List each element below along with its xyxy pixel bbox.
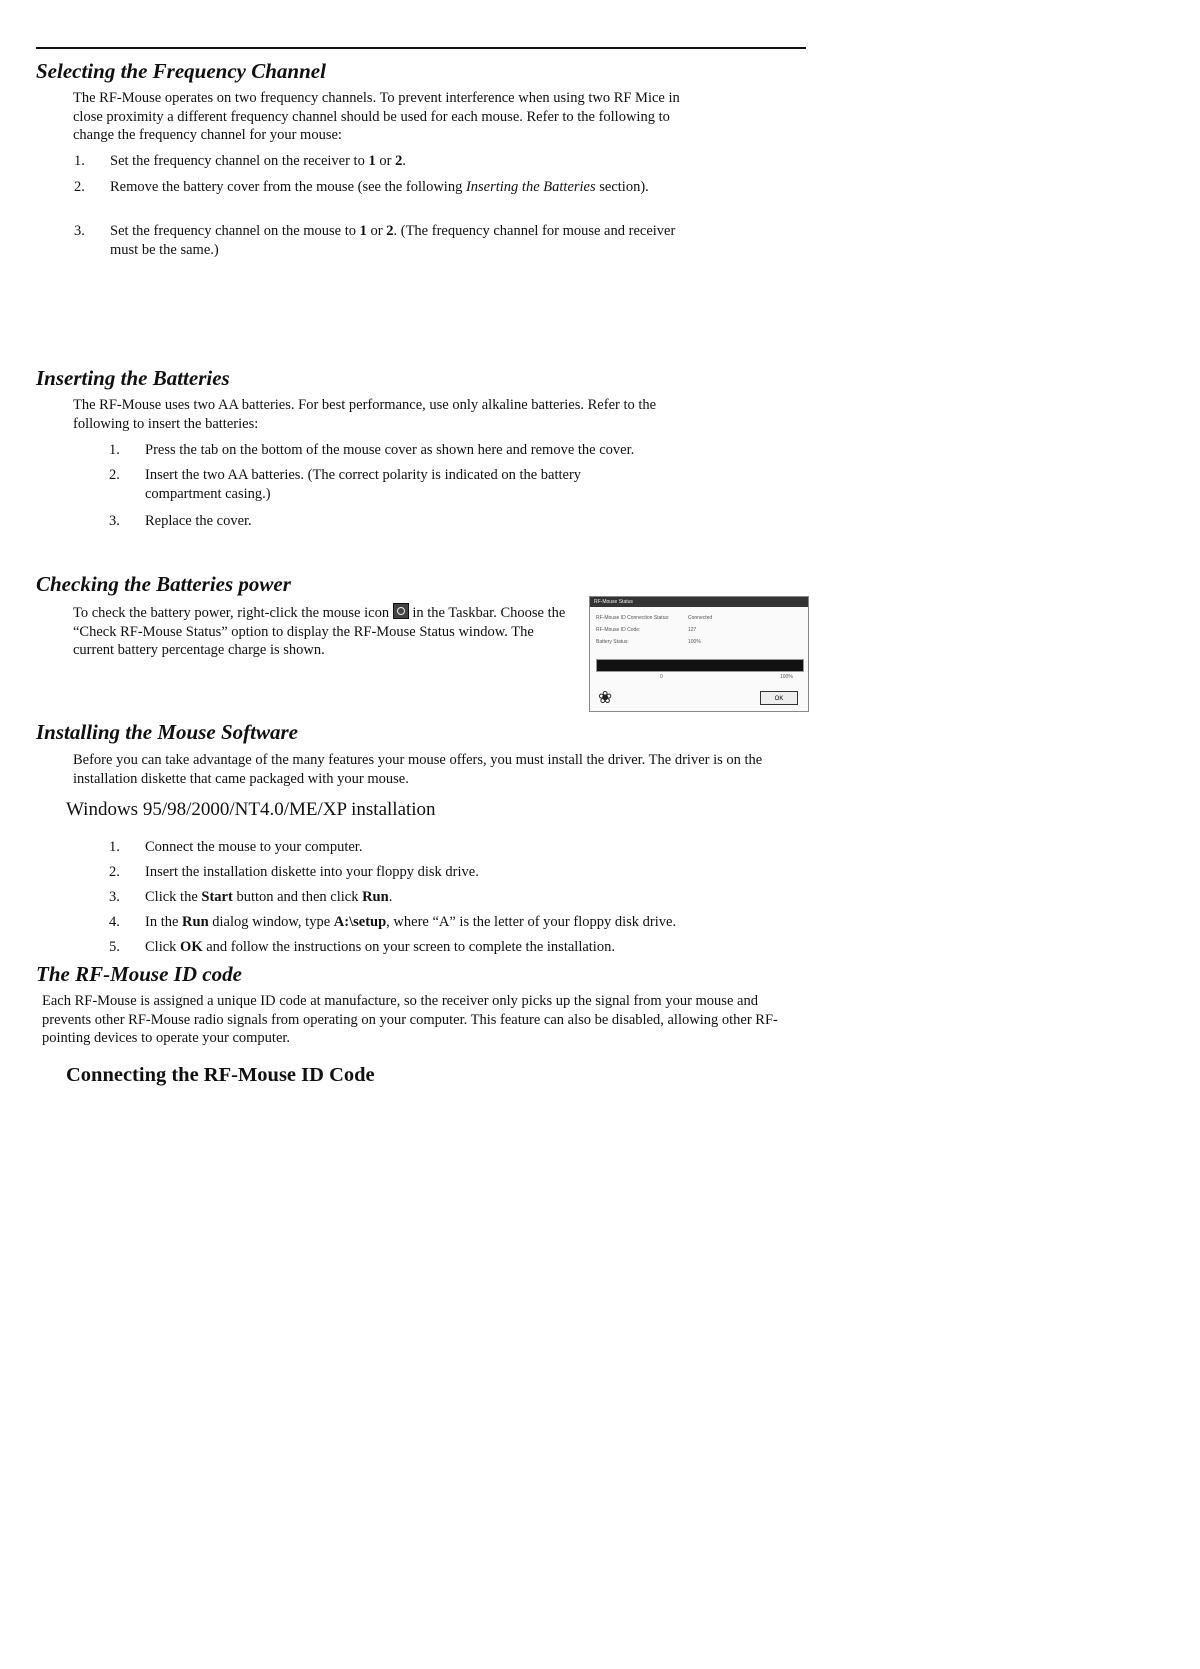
list-number: 1.: [109, 442, 120, 458]
list-text: Connect the mouse to your computer.: [145, 839, 363, 855]
list-number: 2.: [74, 179, 85, 195]
list-text: Remove the battery cover from the mouse (see the following Inserting the Batteries section).: [110, 179, 649, 195]
section-title-batteries: Inserting the Batteries: [36, 366, 230, 390]
batteries-intro: The RF-Mouse uses two AA batteries. For best performance, use only alkaline batteries. Refer to the following to insert the batteries:: [73, 397, 657, 432]
header-rule: [36, 47, 806, 49]
battery-progress-fill: [597, 660, 803, 671]
install-subheading: Windows 95/98/2000/NT4.0/ME/XP installation: [66, 799, 436, 820]
status-row: RF-Mouse ID Code: 127: [596, 627, 697, 633]
list-number: 1.: [74, 153, 85, 169]
battery-progress-bar: [596, 659, 804, 672]
list-number: 2.: [109, 864, 120, 880]
install-intro: Before you can take advantage of the many features your mouse offers, you must install the driver. The driver is on the installation diskette that came packaged with your mouse.: [73, 752, 763, 787]
scale-min-label: 0: [660, 674, 663, 680]
list-number: 3.: [74, 223, 85, 239]
list-text: In the Run dialog window, type A:\setup, where “A” is the letter of your floppy disk drive.: [145, 914, 677, 930]
list-text: Set the frequency channel on the receiver to 1 or 2.: [110, 153, 406, 169]
status-row: Battery Status: 100%: [596, 639, 701, 645]
list-number: 5.: [109, 939, 120, 955]
section-title-id-code: The RF-Mouse ID code: [36, 962, 242, 986]
section-title-install: Installing the Mouse Software: [36, 720, 298, 744]
id-code-text: Each RF-Mouse is assigned a unique ID code at manufacture, so the receiver only picks up the signal from your mouse and prevents other RF-Mouse radio signals from operating on your computer. This feature can also be disabled, allowing other RF-pointing devices to operate your computer.: [42, 993, 778, 1046]
frequency-intro: The RF-Mouse operates on two frequency channels. To prevent interference when using two RF Mice in close proximity a different frequency channel should be used for each mouse. Refer to the following to change the frequency channel for your mouse:: [73, 90, 680, 143]
status-row: RF-Mouse ID Connection Status: Connected: [596, 615, 713, 621]
list-text: Press the tab on the bottom of the mouse cover as shown here and remove the cover.: [145, 442, 635, 458]
list-number: 3.: [109, 513, 120, 529]
list-text: Click OK and follow the instructions on your screen to complete the installation.: [145, 939, 615, 955]
list-number: 3.: [109, 889, 120, 905]
list-text: Click the Start button and then click Run.: [145, 889, 393, 905]
battery-power-text: To check the battery power, right-click the mouse icon in the Taskbar. Choose the “Check RF-Mouse Status” option to display the RF-Mouse Status window. The current battery percentage charge is shown.: [73, 605, 566, 658]
status-window-figure: [589, 596, 809, 712]
list-number: 4.: [109, 914, 120, 930]
list-text: Insert the installation diskette into your floppy disk drive.: [145, 864, 479, 880]
mouse-tray-icon: [393, 603, 409, 619]
list-number: 2.: [109, 467, 120, 483]
list-text: Replace the cover.: [145, 513, 252, 529]
ok-button[interactable]: OK: [760, 691, 798, 705]
list-text: Set the frequency channel on the mouse to 1 or 2. (The frequency channel for mouse and receiver must be the same.): [110, 223, 676, 258]
section-title-frequency: Selecting the Frequency Channel: [36, 59, 326, 83]
rf-mouse-icon: ❀: [598, 688, 613, 707]
window-title-bar: RF-Mouse Status: [590, 597, 808, 607]
id-code-subheading: Connecting the RF-Mouse ID Code: [66, 1064, 375, 1086]
scale-max-label: 100%: [780, 674, 793, 680]
list-text: Insert the two AA batteries. (The correct polarity is indicated on the battery compartment casing.): [145, 467, 582, 502]
section-title-battery-power: Checking the Batteries power: [36, 572, 291, 596]
list-number: 1.: [109, 839, 120, 855]
